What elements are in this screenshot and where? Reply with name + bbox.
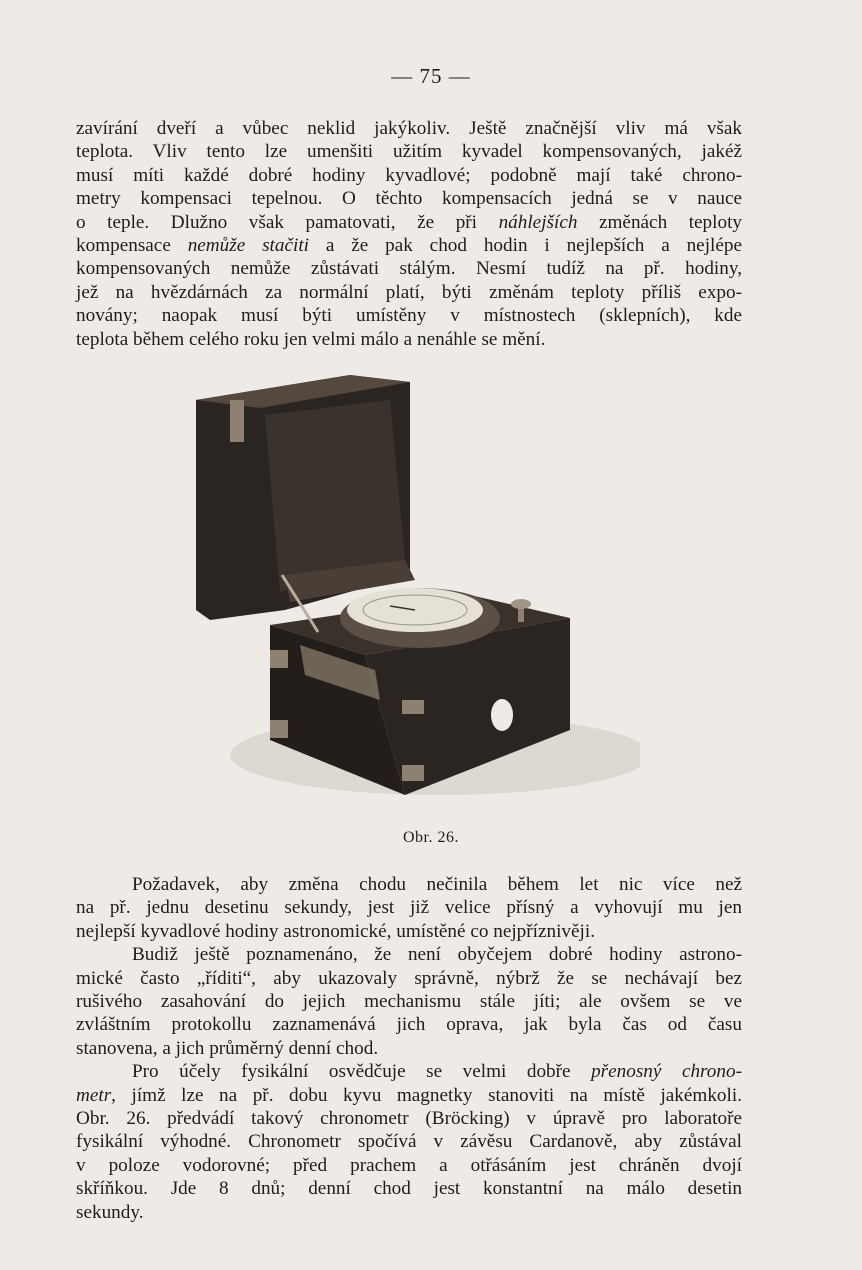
text-run: rušivého zasahování do jejich mechanismu stále jíti; ale ovšem se ve	[76, 991, 742, 1013]
front-brass-corner	[270, 650, 288, 668]
text-line	[76, 1130, 742, 1153]
text-run: zavírání dveří a vůbec neklid jakýkoliv. Ještě značnější vliv má však	[76, 118, 742, 139]
text-line	[76, 187, 742, 210]
side-brass-corner	[402, 700, 424, 714]
text-run: mické často „říditi“, aby ukazovaly správně, nýbrž že se nechávají bez	[76, 967, 742, 989]
text-line	[76, 140, 742, 163]
text-run: zvláštním protokollu zaznamenává jich oprava, jak byla čas od času	[76, 1014, 742, 1036]
text-line	[76, 873, 742, 896]
text-line	[76, 211, 742, 234]
emphasis-text: náhlejších	[498, 211, 578, 233]
text-line	[76, 1201, 742, 1224]
text-line	[76, 990, 742, 1013]
text-line	[76, 234, 742, 257]
text-line	[76, 1037, 742, 1060]
text-line	[76, 281, 742, 304]
text-line	[76, 304, 742, 327]
text-run: teplota během celého roku jen velmi málo a nenáhle se mění.	[76, 328, 546, 350]
text-line	[76, 328, 742, 351]
front-brass-corner-bottom	[270, 720, 288, 738]
text-line	[76, 1154, 742, 1177]
winding-knob	[511, 599, 531, 609]
maker-label	[491, 699, 513, 731]
text-line	[76, 943, 742, 966]
text-run: nejlepší kyvadlové hodiny astronomické, umístěné co nejpříznivěji.	[76, 920, 595, 942]
text-line	[76, 1177, 742, 1200]
text-run: teplota. Vliv tento lze umenšiti užitím kyvadel kompensovaných, jakéž	[76, 141, 742, 163]
text-run: , jímž lze na př. dobu kyvu magnetky stanoviti na místě jakémkoli.	[111, 1084, 742, 1106]
chronometer-illustration	[190, 370, 640, 800]
text-run: a že pak chod hodin i nejlepších a nejlépe	[309, 235, 742, 257]
text-run: v poloze vodorovné; před prachem a otřásáním jest chráněn dvojí	[76, 1154, 742, 1176]
lid-brass-corner	[230, 400, 244, 442]
text-line	[76, 117, 742, 140]
paragraph-bottom	[76, 873, 742, 1224]
text-run: metry kompensaci tepelnou. O těchto kompensacích jedná se v nauce	[76, 188, 742, 210]
emphasis-text: metr	[76, 1084, 112, 1106]
paragraph-top	[76, 117, 742, 351]
text-line	[76, 1107, 742, 1130]
text-run: Požadavek, aby změna chodu nečinila během let nic více než	[132, 874, 742, 895]
text-run: fysikální výhodné. Chronometr spočívá v závěsu Cardanově, aby zůstával	[76, 1131, 742, 1153]
text-run: o teple. Dlužno však pamatovati, že při	[76, 211, 499, 233]
text-run: sekundy.	[76, 1201, 144, 1223]
text-line	[76, 896, 742, 919]
text-run: Budiž ještě poznamenáno, že není obyčejem dobré hodiny astrono-	[132, 944, 742, 966]
text-run: novány; naopak musí býti umístěny v místnostech (sklepních), kde	[76, 305, 742, 327]
text-line	[76, 967, 742, 990]
text-run: kompensace	[76, 235, 188, 257]
text-run: kompensovaných nemůže zůstávati stálým. Nesmí tudíž na př. hodiny,	[76, 258, 742, 280]
page-number: — 75 —	[391, 64, 471, 88]
emphasis-text: přenosný chrono-	[591, 1061, 742, 1083]
text-run: jež na hvězdárnách za normální platí, býti změnám teploty příliš expo-	[76, 281, 742, 303]
text-line	[76, 1060, 742, 1083]
text-run: Pro účely fysikální osvědčuje se velmi dobře	[132, 1061, 592, 1083]
text-run: Obr. 26. předvádí takový chronometr (Bröcking) v úpravě pro laboratoře	[76, 1108, 742, 1130]
chronometer-figure	[190, 370, 640, 800]
side-brass-corner-bottom	[402, 765, 424, 781]
figure-caption: Obr. 26.	[403, 829, 459, 846]
text-run: musí míti každé dobré hodiny kyvadlové; podobně mají také chrono-	[76, 164, 742, 186]
text-line	[76, 920, 742, 943]
emphasis-text: nemůže stačiti	[187, 235, 309, 257]
text-line	[76, 1084, 742, 1107]
text-line	[76, 164, 742, 187]
text-run: skříňkou. Jde 8 dnů; denní chod jest konstantní na málo desetin	[76, 1178, 742, 1200]
text-line	[76, 257, 742, 280]
text-line	[76, 1013, 742, 1036]
text-run: změnách teploty	[577, 211, 742, 233]
text-run: na př. jednu desetinu sekundy, jest již velice přísný a vyhovují mu jen	[76, 897, 742, 919]
text-run: stanovena, a jich průměrný denní chod.	[76, 1037, 379, 1059]
